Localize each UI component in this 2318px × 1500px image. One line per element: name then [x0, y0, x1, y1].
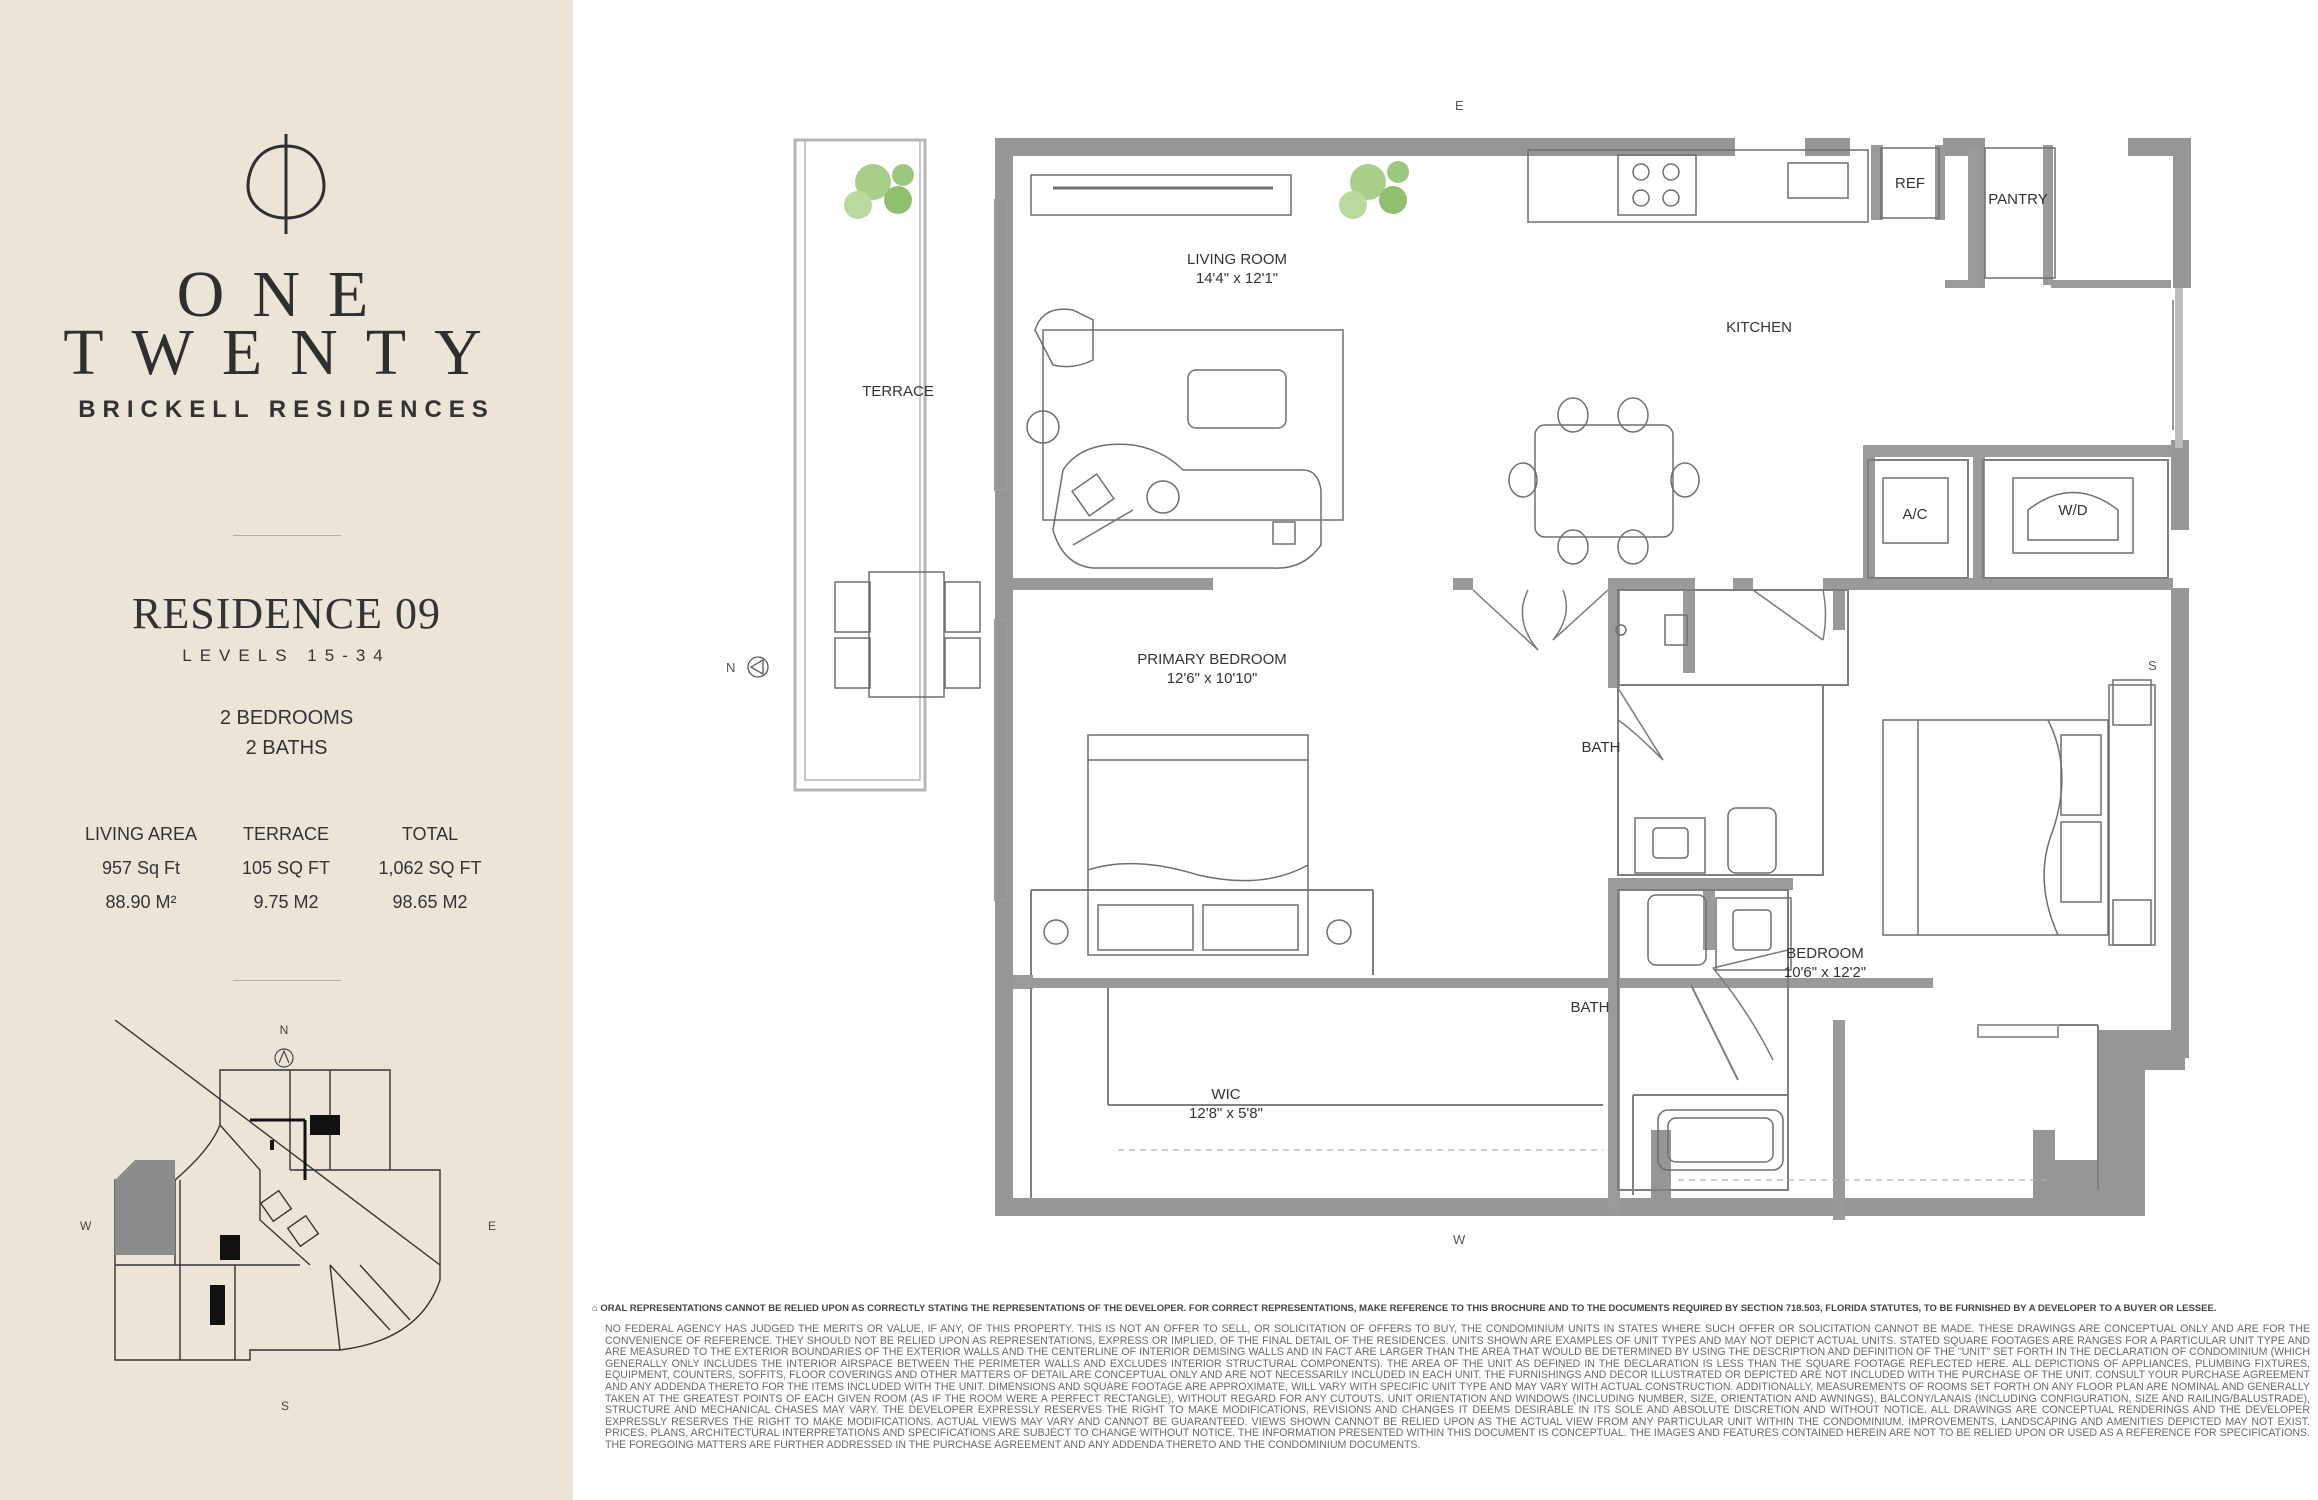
area-metric: 88.90 M²: [105, 892, 177, 912]
area-metric: 98.65 M2: [392, 892, 468, 912]
compass-north: N: [726, 660, 736, 675]
bedroom-furniture: [1883, 680, 2155, 945]
key-plan-east-label: E: [488, 1219, 497, 1233]
info-sidebar: [0, 0, 573, 1500]
key-plan-south-label: S: [280, 1399, 290, 1413]
oral-representations-notice: ⌂ ORAL REPRESENTATIONS CANNOT BE RELIED UPON AS CORRECTLY STATING THE REPRESENTATIONS OF THE DEVELOPER. FOR CORRECT REPRESENTATIONS, MAKE REFERENCE TO THIS BROCHURE AND TO THE DOCUMENTS REQUIRED BY SECTION 718.503, FLORIDA STATUTES, TO BE FURNISHED BY A DEVELOPER TO A BUYER OR LESSEE.: [592, 1303, 2217, 1314]
residence-title: RESIDENCE 09: [132, 589, 441, 638]
key-plan-west-label: W: [80, 1219, 92, 1233]
plant-icon: [1339, 161, 1409, 219]
fixture-ref: REF: [1895, 175, 1925, 192]
residence-levels: LEVELS 15-34: [182, 646, 391, 665]
divider: [233, 535, 341, 536]
living-area-column: [61, 817, 221, 919]
area-label: LIVING AREA: [84, 824, 198, 844]
primary-bedroom-furniture: [1044, 735, 1351, 955]
brand-subtitle: BRICKELL RESIDENCES: [78, 396, 495, 423]
room-bath-one: BATH: [1581, 739, 1621, 756]
total-area-column: [350, 817, 510, 919]
room-wic: WIC 12'8" x 5'8": [1189, 1086, 1263, 1122]
glazing: [995, 200, 2173, 1037]
kitchen-fixtures: [1509, 148, 2133, 564]
bedroom-count: 2 BEDROOMS: [219, 707, 354, 729]
compass-west: W: [1453, 1232, 1466, 1247]
fixture-wd: W/D: [2058, 502, 2088, 519]
key-plan-north-label: N: [279, 1023, 289, 1037]
divider: [233, 980, 341, 981]
brand-line-one: ONE: [176, 258, 397, 331]
north-arrow-icon: [275, 1049, 293, 1067]
room-bedroom: BEDROOM 10'6" x 12'2": [1783, 945, 1867, 981]
north-arrow-icon: [748, 657, 768, 677]
room-terrace: TERRACE: [862, 383, 934, 400]
brand-line-two: TWENTY: [63, 316, 510, 389]
floor-plan-drawing: [573, 0, 2318, 1300]
key-plan: [60, 1020, 520, 1420]
room-primary-bedroom: PRIMARY BEDROOM 12'6" x 10'10": [1137, 651, 1287, 687]
area-imperial: 1,062 SQ FT: [378, 858, 482, 878]
legal-disclaimer: NO FEDERAL AGENCY HAS JUDGED THE MERITS OR VALUE, IF ANY, OF THIS PROPERTY. THIS IS NOT AN OFFER TO SELL, OR SOLICITATION OF OFFERS TO BUY, THE CONDOMINIUM UNITS IN STATES WHERE SUCH OFFER OR SOLICITATION CANNOT BE MADE. THESE DRAWINGS ARE CONCEPTUAL ONLY AND ARE FOR THE CONVENIENCE OF REFERENCE. THEY SHOULD NOT BE RELIED UPON AS REPRESENTATIONS, EXPRESS OR IMPLIED, OF THE FINAL DETAIL OF THE RESIDENCES. UNITS SHOWN ARE EXAMPLES OF UNIT TYPES AND MAY NOT DEPICT ACTUAL UNITS. STATED SQUARE FOOTAGES ARE RANGES FOR A PARTICULAR UNIT TYPE AND ARE MEASURED TO THE EXTERIOR BOUNDARIES OF THE EXTERIOR WALLS AND THE CENTERLINE OF INTERIOR DEMISING WALLS AND IN FACT ARE LARGER THAN THE AREA THAT WOULD BE DETERMINED BY USING THE DESCRIPTION AND DEFINITION OF THE "UNIT" SET FORTH IN THE DECLARATION OF CONDOMINIUM (WHICH GENERALLY ONLY INCLUDES THE INTERIOR AIRSPACE BETWEEN THE PERIMETER WALLS AND EXCLUDES INTERIOR STRUCTURAL COMPONENTS). THE AREA OF THE UNIT AS DEFINED IN THE DECLARATION IS LESS THAN THE SQUARE FOOTAGE REFLECTED HERE. ALL DEPICTIONS OF APPLIANCES, PLUMBING FIXTURES, EQUIPMENT, COUNTERS, SOFFITS, FLOOR COVERINGS AND OTHER MATTERS OF DETAIL ARE CONCEPTUAL ONLY AND ARE NOT NECESSARILY INCLUDED IN EACH UNIT. THE FURNISHINGS AND DECOR ILLUSTRATED OR DEPICTED ARE NOT INCLUDED WITH THE PURCHASE OF THE UNIT. CONSULT YOUR PURCHASE AGREEMENT AND ANY ADDENDA THERETO FOR THE ITEMS INCLUDED WITH THE UNIT. DIMENSIONS AND SQUARE FOOTAGE ARE APPROXIMATE, WILL VARY WITH SPECIFIC UNIT TYPE AND MAY VARY WITH ACTUAL CONSTRUCTION. ADDITIONALLY, MEASUREMENTS OF ROOMS SET FORTH ON ANY FLOOR PLAN ARE NOMINAL AND GENERALLY TAKEN AT THE GREATEST POINTS OF EACH GIVEN ROOM (AS IF THE ROOM WERE A PERFECT RECTANGLE), WITHOUT REGARD FOR ANY CUTOUTS. UNIT ORIENTATION AND WINDOWS (INCLUDING NUMBER, SIZE, ORIENTATION AND AWNINGS), BALCONY/LANAIS (INCLUDING CONFIGURATION, SIZE AND RAILING/BALUSTRADE), STRUCTURE AND MECHANICAL CHASES MAY VARY. THE DEVELOPER EXPRESSLY RESERVES THE RIGHT TO MAKE MODIFICATIONS, REVISIONS AND CHANGES IT DEEMS DESIRABLE IN ITS SOLE AND ABSOLUTE DISCRETION AND WITHOUT NOTICE. ALL DRAWINGS ARE CONCEPTUAL RENDERINGS AND THE DEVELOPER EXPRESSLY RESERVES THE RIGHT TO MAKE MODIFICATIONS. ACTUAL VIEWS MAY VARY AND CANNOT BE GUARANTEED. VIEWS SHOWN CANNOT BE RELIED UPON AS THE ACTUAL VIEW FROM ANY PARTICULAR UNIT WITHIN THE CONDOMINIUM. IMPROVEMENTS, LANDSCAPING AND AMENITIES DEPICTED MAY NOT EXIST. PRICES, PLANS, ARCHITECTURAL INTERPRETATIONS AND SPECIFICATIONS ARE SUBJECT TO CHANGE WITHOUT NOTICE. THE INFORMATION PRESENTED WITHIN THIS DOCUMENT IS CONCEPTUAL. THE IMAGES AND FEATURES CONTAINED HEREIN ARE NOT TO BE RELIED UPON OR USED AS A REFERENCE FOR SPECIFICATIONS. THE FOREGOING MATTERS ARE FURTHER ADDRESSED IN THE PURCHASE AGREEMENT AND ANY ADDENDA THERETO AND THE CONDOMINIUM DOCUMENTS.: [605, 1323, 2310, 1451]
compass-east: E: [1455, 98, 1464, 113]
terrace-outline: [795, 140, 925, 790]
terrace-furniture: [835, 572, 980, 697]
area-imperial: 957 Sq Ft: [101, 858, 181, 878]
phi-monogram-icon: [236, 132, 336, 236]
compass-south: S: [2148, 658, 2157, 673]
fixture-ac: A/C: [1902, 506, 1928, 523]
closet-lines: [1118, 1150, 2048, 1180]
building-icon: ⌂: [592, 1303, 601, 1314]
area-label: TOTAL: [401, 824, 459, 844]
door-swings: [1473, 590, 1826, 1060]
floor-plan: [573, 0, 2318, 1300]
area-metric: 9.75 M2: [253, 892, 319, 912]
terrace-area-column: [206, 817, 366, 919]
area-imperial: 105 SQ FT: [241, 858, 331, 878]
room-living: LIVING ROOM 14'4" x 12'1": [1186, 251, 1288, 287]
area-label: TERRACE: [242, 824, 329, 844]
living-furniture: [1027, 175, 1343, 568]
bath-count: 2 BATHS: [245, 737, 328, 759]
key-plan-highlighted-unit: [115, 1160, 175, 1255]
plant-icon: [844, 164, 914, 219]
fixture-pantry: PANTRY: [1988, 191, 2048, 208]
room-bath-two: BATH: [1570, 999, 1610, 1016]
room-kitchen: KITCHEN: [1726, 319, 1792, 336]
